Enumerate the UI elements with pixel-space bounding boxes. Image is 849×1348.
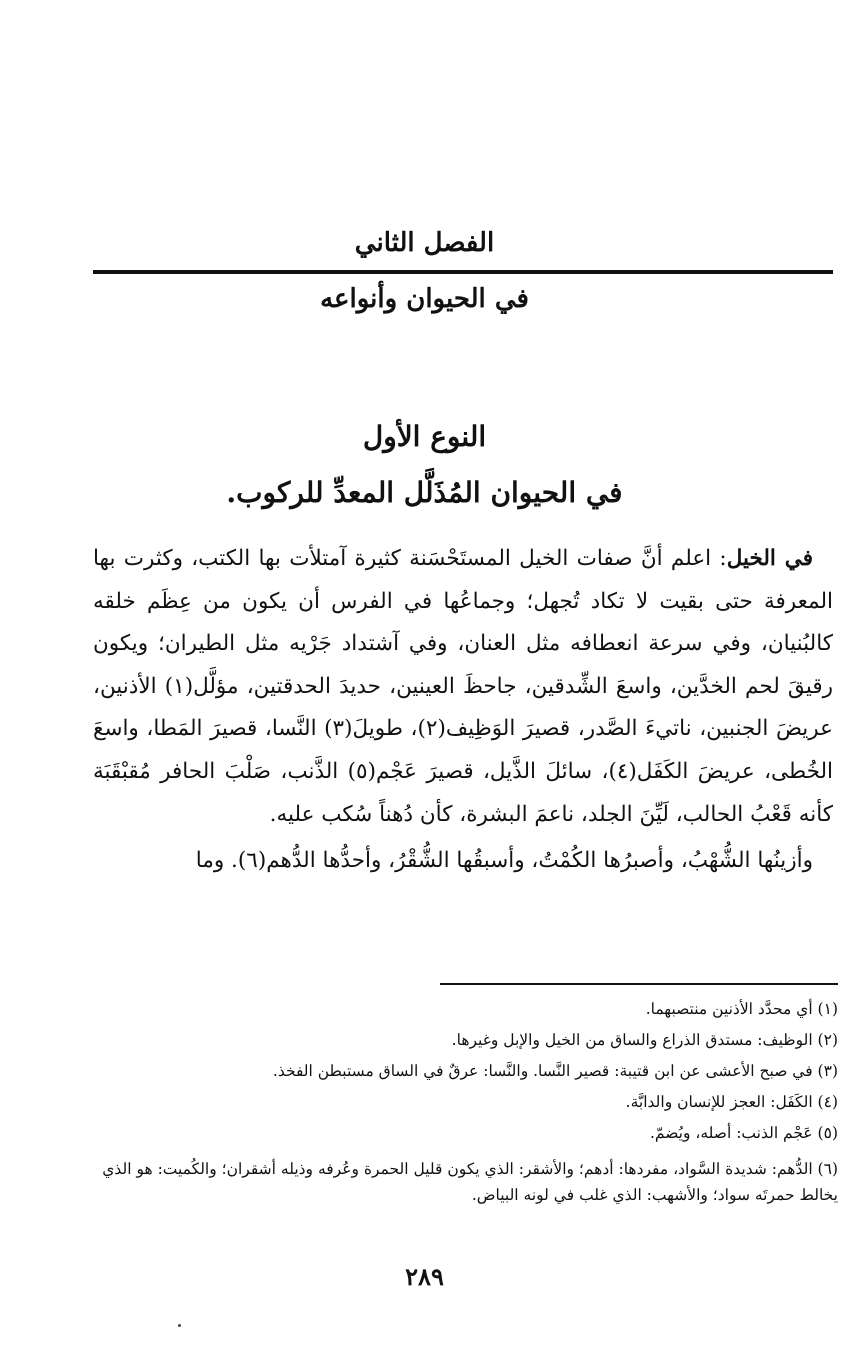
paragraph: وأزينُها الشُّهْبُ، وأصبرُها الكُمْتُ، وأسبقُها الشُّقْرُ، وأحدُّها الدُّهم(٦). وما (195, 848, 813, 874)
footnote: (٦) الدُّهم: شديدة السَّواد، مفردها: أدهم؛ والأشقر: الذي يكون قليل الحمرة وعُرفه وذيله أشقران؛ والكُميت: هو الذي يخالط حمرتَه سواد؛ والأشهب: الذي غلب في لونه البياض. (102, 1160, 838, 1204)
paragraph-lead: في الخيل (726, 546, 814, 571)
chapter-subtitle: في الحيوان وأنواعه (320, 284, 529, 314)
paragraph (93, 538, 833, 836)
footnotes (93, 994, 838, 1208)
page-number: ٢٨٩ (405, 1262, 444, 1291)
body-text (93, 538, 833, 883)
section-title: النوع الأول (362, 420, 487, 453)
section-subtitle: في الحيوان المُذَلَّل المعدِّ للركوب. (226, 476, 623, 509)
footnote: (١) أي محدَّد الأذنين منتصبهما. (645, 1000, 838, 1018)
footnote: (٣) في صبح الأعشى عن ابن قتيبة: قصير النَّسا. والنَّسا: عرقٌ في الساق مستبطن الفخذ. (272, 1062, 838, 1080)
chapter-title: الفصل الثاني (354, 228, 495, 258)
footnote: (٥) عَجْم الذنب: أصله، ويُضمّ. (649, 1124, 838, 1142)
header-rule (93, 270, 833, 274)
footnote: (٤) الكَفَل: العجز للإنسان والدابَّة. (625, 1093, 838, 1111)
scan-speck (178, 1324, 181, 1327)
paragraph-text: : اعلم أنَّ صفات الخيل المستَحْسَنة كثيرة آمتلأت بها الكتب، وكثرت بها المعرفة حتى بقيت لا تكاد تُجهل؛ وجماعُها في الفرس أن يكون من عِظَم خلقه كالبُنيان، وفي سرعة انعطافه مثل العنان، وفي آشتداد جَرْيه مثل الطيران؛ ويكون رقيقَ لحم الخدَّين، واسعَ الشِّدقين، جاحظَ العينين، حديدَ الحدقتين، مؤلَّل(١) الأذنين، عريضَ الجنبين، ناتيءَ الصَّدر، قصيرَ الوَظِيف(٢)، طويلَ(٣) النَّسا، قصيرَ المَطا، واسعَ الخُطى، عريضَ الكَفَل(٤)، سائلَ الذَّيل، قصيرَ عَجْم(٥) الذَّنب، صَلْبَ الحافر مُقبْقَبَة كأنه قَعْبُ الحالب، لَيِّنَ الجلد، ناعمَ البشرة، كأن دُهناً سُكب عليه. (93, 546, 833, 827)
footnote: (٢) الوظيف: مستدق الذراع والساق من الخيل والإبل وغيرها. (451, 1031, 838, 1049)
footnote-separator (440, 983, 838, 985)
